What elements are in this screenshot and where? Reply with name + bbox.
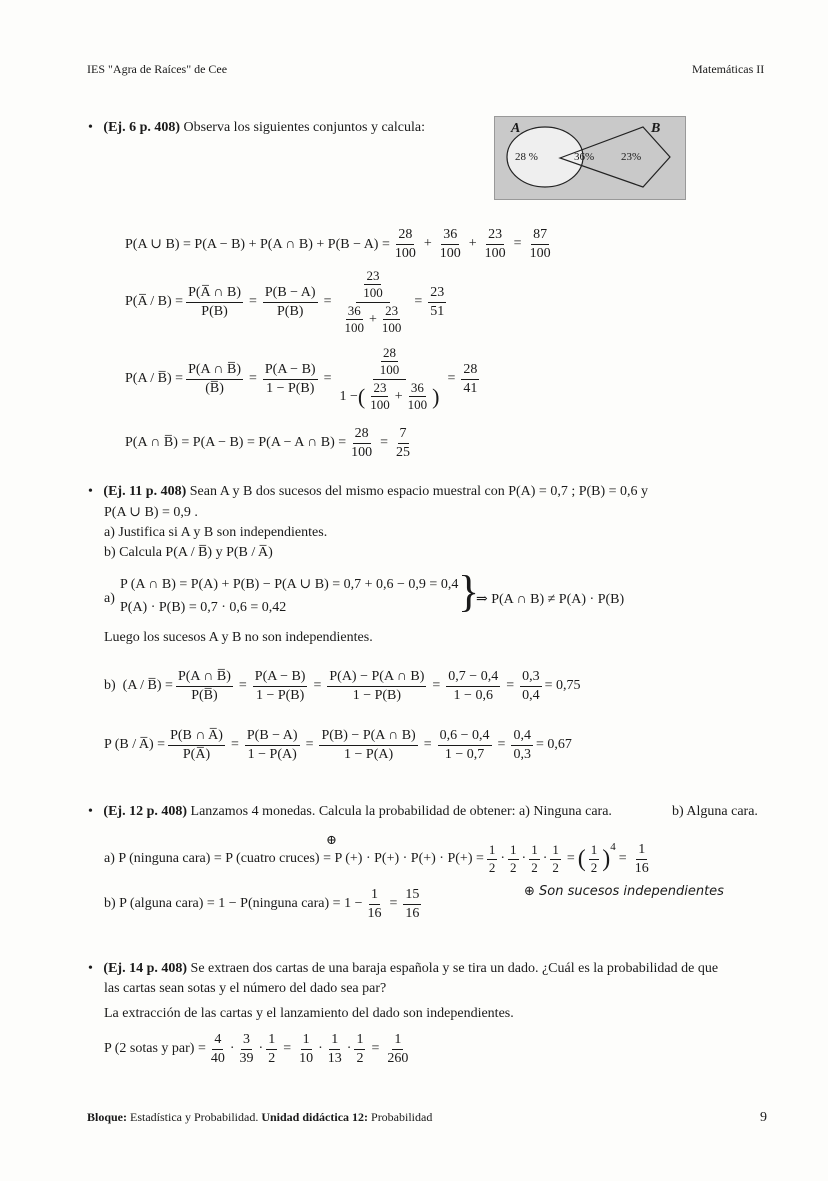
- ex6-formula-union: P(A ∪ B) = P(A − B) + P(A ∩ B) + P(B − A) = $\frac{28}{100}$ + $\frac{36}{100}$ + $\frac{23}{100}$ = $\frac{87}{100}$: [125, 227, 551, 261]
- ex6-formula-cond-2: P(A / B̅) = $\frac{P(A \cap B̅)}{(B̅)}$ = $\frac{P(A - B)}{1 - P(B)}$ = $\frac{28}{100}$ 1 − ( $\frac{23}{100}$ + $\frac{36}{100}$ ) = $\frac{28}{41}$: [125, 345, 478, 412]
- ex14-text: Se extraen dos cartas de una baraja española y se tira un dado. ¿Cuál es la probabilidad de que: [190, 961, 719, 976]
- f4-lhs: P(A ∩ B̅) = P(A − B) = P(A − A ∩ B) =: [125, 435, 347, 450]
- venn-only-b: 23%: [621, 151, 642, 163]
- ex12-handwritten-note: ⊕ Son sucesos independientes: [524, 884, 724, 899]
- ex11-luego: Luego los sucesos A y B no son independientes.: [104, 630, 373, 645]
- ex11-text: Sean A y B dos sucesos del mismo espacio muestral con P(A) = 0,7 ; P(B) = 0,6 y: [189, 484, 649, 499]
- venn-diagram: [494, 116, 686, 200]
- ex11-a-line1: P (A ∩ B) = P(A) + P(B) − P(A ∪ B) = 0,7 + 0,6 − 0,9 = 0,4: [120, 577, 459, 592]
- ex11-question-b: b) Calcula P(A / B̅) y P(B / A̅): [104, 545, 273, 560]
- ex14-result: $\frac{1}{260}$: [387, 1032, 409, 1066]
- ex12-b-frac2: $\frac{15}{16}$: [405, 887, 420, 921]
- ex12-b-frac1: $\frac{1}{16}$: [367, 887, 382, 921]
- ex6-text: Observa los siguientes conjuntos y calcula:: [183, 120, 425, 135]
- ex12-a-formula: a) P (ninguna cara) = P (cuatro cruces) = P (+) · P(+) · P(+) · P(+) = $\frac{1}{2}$ · $\frac{1}{2}$ · $\frac{1}{2}$ · $\frac{1}{2}$ = ( $\frac{1}{2}$ ) $^4$ = $\frac{1}{16}$: [104, 841, 649, 876]
- bullet-icon: •: [88, 961, 93, 976]
- b1-result: = 0,75: [544, 678, 581, 693]
- footer-bloque-label: Bloque:: [87, 1110, 128, 1124]
- ex12-statement: [88, 804, 612, 820]
- ex14-frac1: $\frac{4}{40}$: [210, 1032, 225, 1066]
- footer-unidad: Probabilidad: [371, 1110, 433, 1124]
- ex11-text2: P(A ∪ B) = 0,9 .: [104, 505, 198, 520]
- f1-frac3: $\frac{23}{100}$: [484, 227, 506, 261]
- ex14-frac4: $\frac{1}{10}$: [299, 1032, 314, 1066]
- f3-frac1: $\frac{P(A \cap B̅)}{(B̅)}$: [188, 362, 241, 396]
- ex11-statement: [88, 484, 648, 500]
- ex6-formula-cond-1: P(A̅ / B) = $\frac{P(A̅ \cap B)}{P(B)}$ = $\frac{P(B - A)}{P(B)}$ = $\frac{23}{100}$ $\frac{36}{100}$ + $\frac{23}{100}$ = $\frac{23}{51}$: [125, 268, 445, 335]
- f3-complex-frac: $\frac{28}{100}$ 1 − ( $\frac{23}{100}$ + $\frac{36}{100}$ ): [339, 345, 440, 412]
- header-right: Matemáticas II: [692, 62, 765, 76]
- footer: [87, 1110, 432, 1125]
- ex11-a-label: a): [104, 591, 115, 606]
- b2-frac5: $\frac{0,4}{0,3}$: [513, 728, 531, 762]
- venn-only-a: 28 %: [515, 151, 538, 163]
- bullet-icon: •: [88, 120, 93, 135]
- f1-frac2: $\frac{36}{100}$: [439, 227, 461, 261]
- f2-frac1: $\frac{P(A̅ \cap B)}{P(B)}$: [188, 285, 241, 319]
- ex12-half-2: $\frac{1}{2}$: [510, 842, 517, 875]
- b1-frac4: $\frac{0,7 - 0,4}{1 - 0,6}$: [448, 669, 499, 703]
- ex12-b-formula: b) P (alguna cara) = 1 − P(ninguna cara) = 1 − $\frac{1}{16}$ = $\frac{15}{16}$: [104, 887, 420, 921]
- f4-frac2: $\frac{7}{25}$: [396, 426, 411, 460]
- footer-unidad-label: Unidad didáctica 12:: [261, 1110, 369, 1124]
- f2-lhs: P(A̅ / B) =: [125, 294, 184, 309]
- ex14-formula: P (2 sotas y par) = $\frac{4}{40}$ · $\frac{3}{39}$ · $\frac{1}{2}$ = $\frac{1}{10}$ · $\frac{1}{13}$ · $\frac{1}{2}$ = $\frac{1}{260}$: [104, 1032, 409, 1066]
- ex11-b1-formula: b) (A / B̅) = $\frac{P(A \cap B̅)}{P(B̅)}$ = $\frac{P(A - B)}{1 - P(B)}$ = $\frac{P(A) - P(A \cap B)}{1 - P(B)}$ = $\frac{0,7 - 0,4}{1 - 0,6}$ = $\frac{0,3}{0,4}$ = 0,75: [104, 669, 581, 703]
- ex12-b-lhs: b) P (alguna cara) = 1 − P(ninguna cara) = 1 −: [104, 896, 363, 911]
- b2-frac4: $\frac{0,6 - 0,4}{1 - 0,7}$: [439, 728, 490, 762]
- ex14-frac6: $\frac{1}{2}$: [356, 1032, 364, 1066]
- bullet-icon: •: [88, 484, 93, 499]
- ex12-half-1: $\frac{1}{2}$: [488, 842, 496, 875]
- ex11-ref: (Ej. 11 p. 408): [103, 484, 187, 499]
- f1-lhs: P(A ∪ B) = P(A − B) + P(A ∩ B) + P(B − A) =: [125, 236, 390, 252]
- venn-both: 36%: [574, 151, 595, 163]
- footer-bloque: Estadística y Probabilidad.: [130, 1110, 259, 1124]
- f2-frac2: $\frac{P(B - A)}{P(B)}$: [264, 285, 316, 319]
- ex14-frac5: $\frac{1}{13}$: [327, 1032, 342, 1066]
- f2-result: $\frac{23}{51}$: [430, 285, 445, 319]
- b1-frac1: $\frac{P(A \cap B̅)}{P(B̅)}$: [177, 669, 231, 703]
- ex12-half-3: $\frac{1}{2}$: [531, 842, 538, 875]
- f3-lhs: P(A / B̅) =: [125, 371, 184, 386]
- ex14-frac3: $\frac{1}{2}$: [268, 1032, 276, 1066]
- ex12-a-result: $\frac{1}{16}$: [634, 842, 649, 876]
- ex6-statement: [88, 120, 425, 136]
- ex12-a-lhs: a) P (ninguna cara) = P (cuatro cruces) = P (+) · P(+) · P(+) · P(+) =: [104, 851, 484, 866]
- b1-frac2: $\frac{P(A - B)}{1 - P(B)}$: [254, 669, 306, 703]
- f3-frac2: $\frac{P(A - B)}{1 - P(B)}$: [264, 362, 316, 396]
- ex6-formula-intersection: P(A ∩ B̅) = P(A − B) = P(A − A ∩ B) = $\frac{28}{100}$ = $\frac{7}{25}$: [125, 426, 411, 460]
- ex11-b2-formula: P (B / A̅) = $\frac{P(B \cap A̅)}{P(A̅)}$ = $\frac{P(B - A)}{1 - P(A)}$ = $\frac{P(B) - P(A \cap B)}{1 - P(A)}$ = $\frac{0,6 - 0,4}{1 - 0,7}$ = $\frac{0,4}{0,3}$ = 0,67: [104, 728, 572, 762]
- ex12-half-power: $\frac{1}{2}$: [590, 842, 598, 875]
- header-left: IES "Agra de Raíces" de Cee: [87, 62, 228, 76]
- f4-frac1: $\frac{28}{100}$: [351, 426, 373, 460]
- f1-frac4: $\frac{87}{100}$: [529, 227, 551, 261]
- ex11-a-conclusion: ⇒ P(A ∩ B) ≠ P(A) · P(B): [476, 592, 625, 607]
- ex11-a-line2: P(A) · P(B) = 0,7 · 0,6 = 0,42: [120, 600, 287, 615]
- b2-lhs: P (B / A̅) =: [104, 737, 166, 752]
- ex14-lhs: P (2 sotas y par) =: [104, 1041, 206, 1056]
- ex12-text-b: b) Alguna cara.: [672, 804, 758, 819]
- ex11-b-label: b): [104, 678, 116, 693]
- ex14-text2: las cartas sean sotas y el número del dado sea par?: [104, 981, 387, 996]
- ex12-exponent: 4: [610, 841, 616, 853]
- venn-label-a: A: [511, 121, 521, 136]
- ex12-half-4: $\frac{1}{2}$: [552, 842, 559, 875]
- b1-frac5: $\frac{0,3}{0,4}$: [522, 669, 540, 703]
- bullet-icon: •: [88, 804, 93, 819]
- page-number: 9: [760, 1110, 767, 1125]
- b2-frac2: $\frac{P(B - A)}{1 - P(A)}$: [246, 728, 298, 762]
- brace-icon: }: [458, 567, 480, 616]
- ex12-text: Lanzamos 4 monedas. Calcula la probabilidad de obtener: a) Ninguna cara.: [190, 804, 612, 819]
- ex14-text3: La extracción de las cartas y el lanzamiento del dado son independientes.: [104, 1006, 514, 1021]
- ex11-question-a: a) Justifica si A y B son independientes.: [104, 525, 328, 540]
- ex14-frac2: $\frac{3}{39}$: [239, 1032, 254, 1066]
- ex14-ref: (Ej. 14 p. 408): [103, 961, 188, 976]
- f3-result: $\frac{28}{41}$: [463, 362, 478, 396]
- venn-label-b: B: [651, 121, 661, 136]
- b2-frac1: $\frac{P(B \cap A̅)}{P(A̅)}$: [170, 728, 223, 762]
- ex14-statement: [88, 961, 718, 977]
- b1-frac3: $\frac{P(A) - P(A \cap B)}{1 - P(B)}$: [329, 669, 425, 703]
- ex12-ref: (Ej. 12 p. 408): [103, 804, 188, 819]
- ex12-mark-icon: ⊕: [326, 832, 337, 847]
- f1-frac1: $\frac{28}{100}$: [394, 227, 416, 261]
- ex6-ref: (Ej. 6 p. 408): [103, 120, 181, 135]
- b2-result: = 0,67: [535, 737, 572, 752]
- b1-lhs: (A / B̅) =: [122, 678, 173, 693]
- b2-frac3: $\frac{P(B) - P(A \cap B)}{1 - P(A)}$: [321, 728, 416, 762]
- f2-complex-frac: $\frac{23}{100}$ $\frac{36}{100}$ + $\frac{23}{100}$: [344, 268, 402, 335]
